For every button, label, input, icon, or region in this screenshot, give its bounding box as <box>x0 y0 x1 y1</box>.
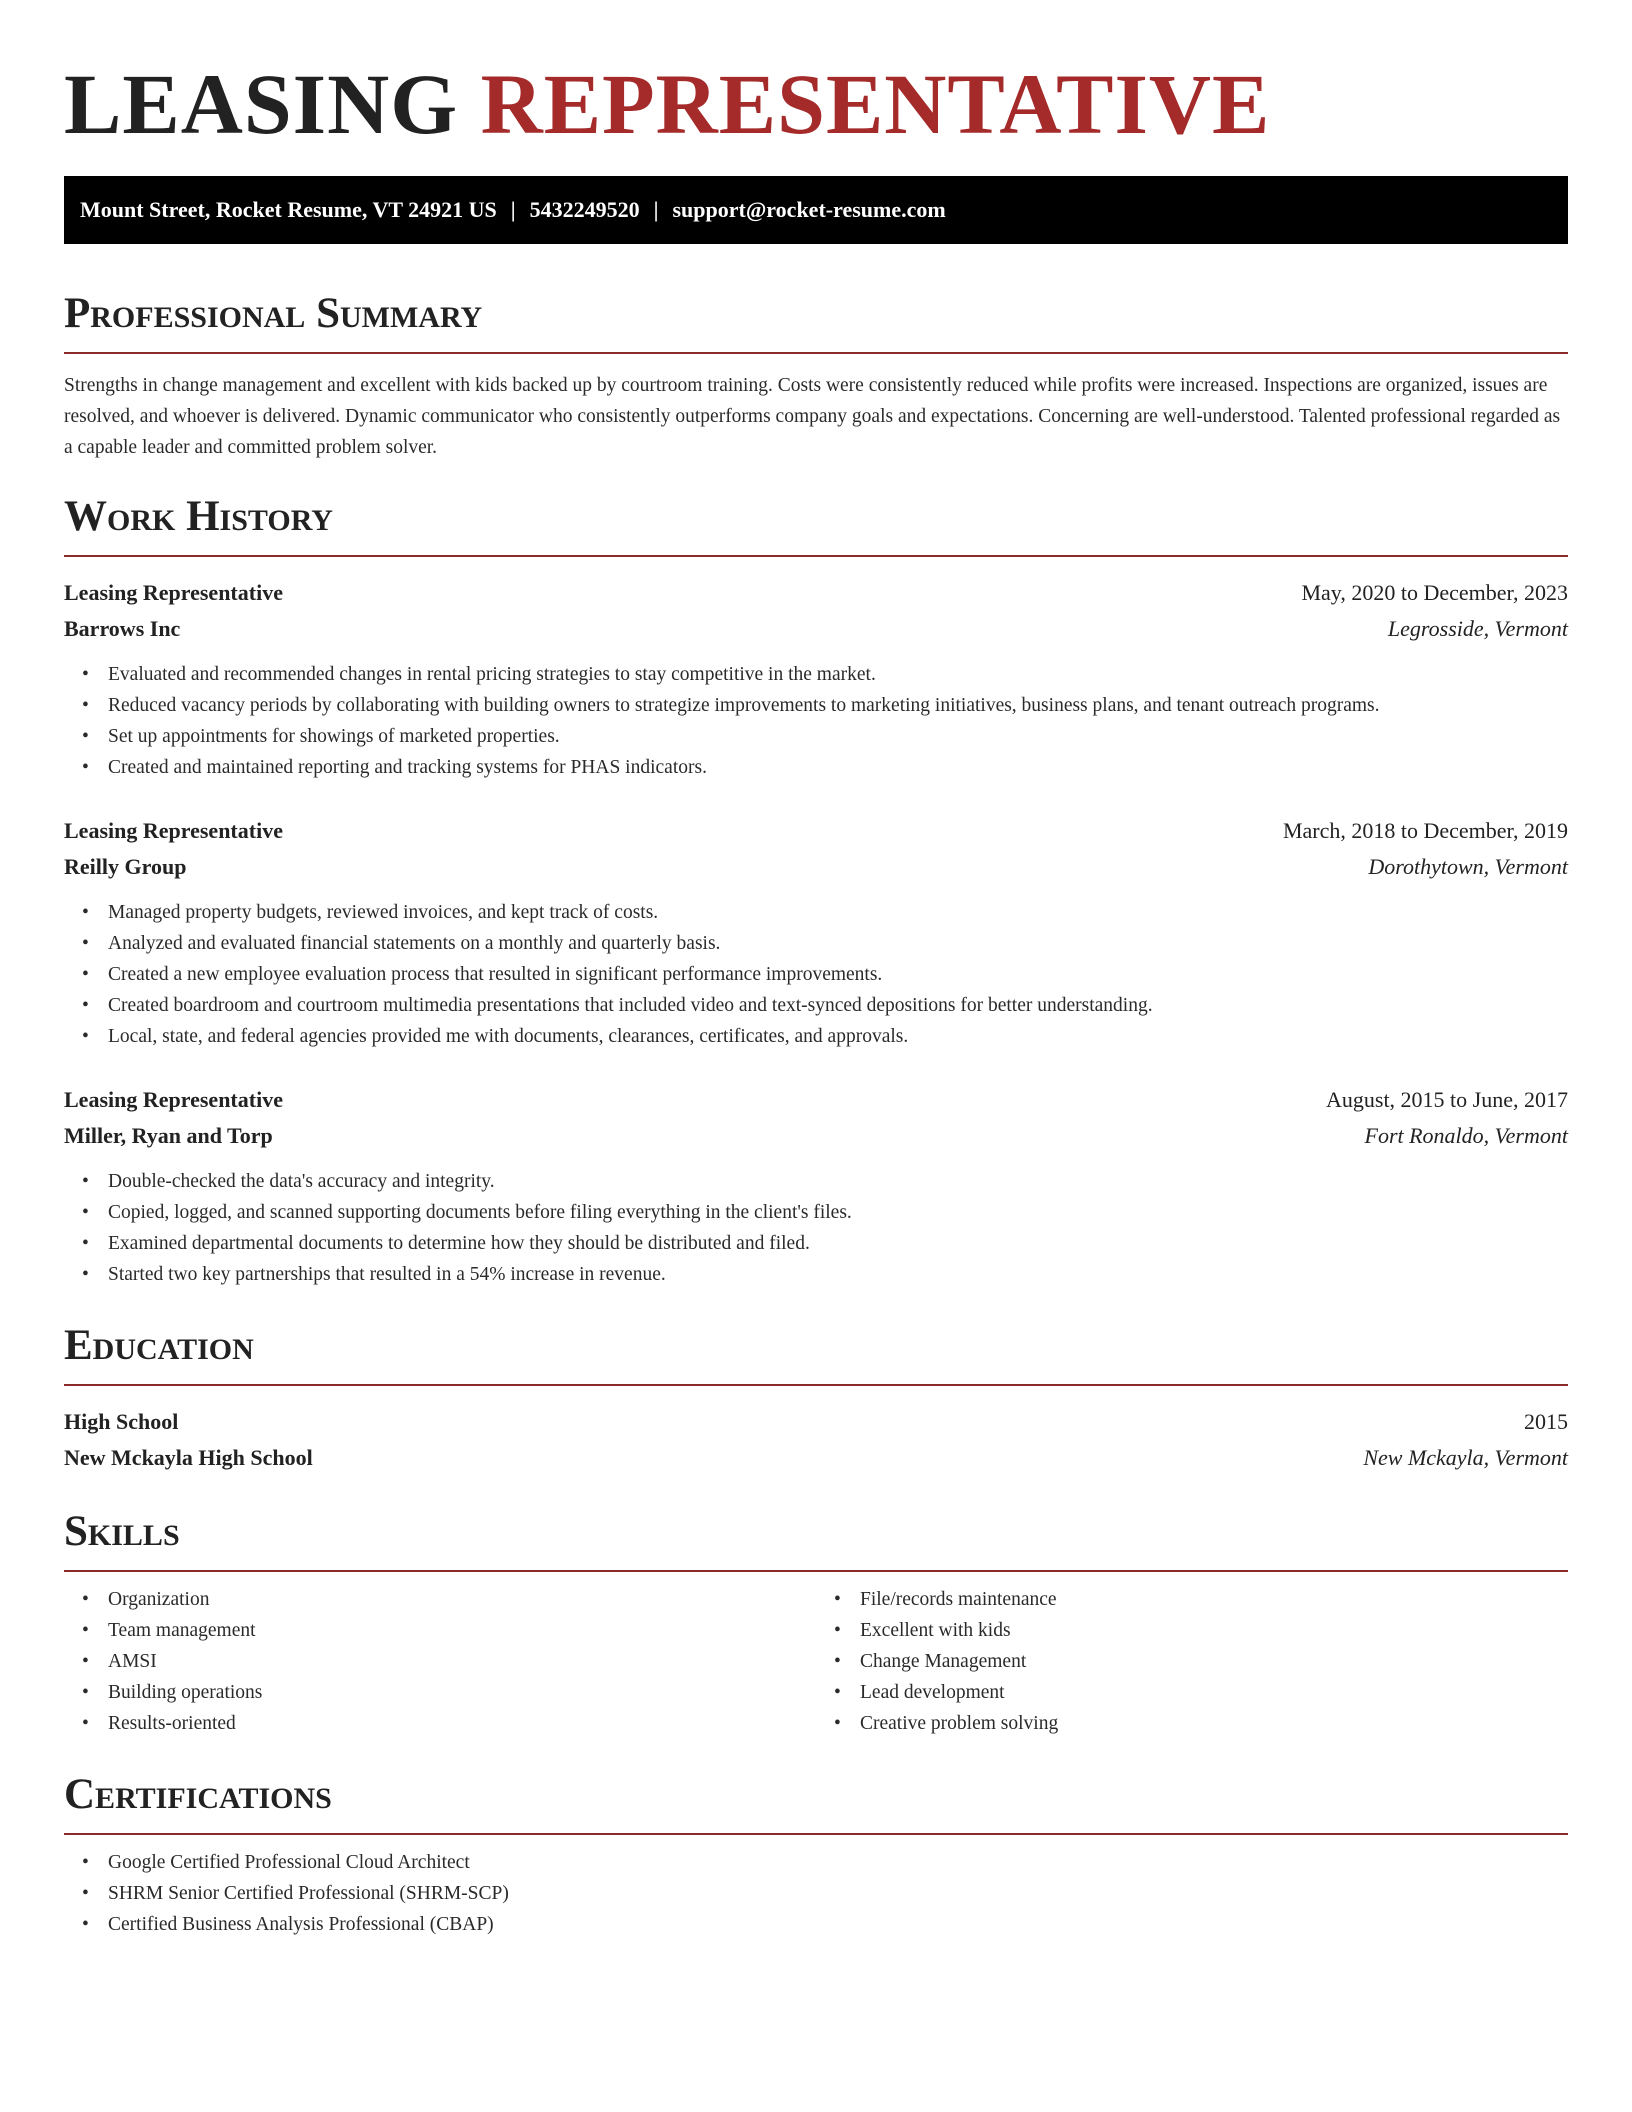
skill-item: • Lead development <box>860 1677 1568 1708</box>
job-bullet: • Managed property budgets, reviewed invoices, and kept track of costs. <box>108 897 1568 928</box>
section-divider <box>64 352 1568 354</box>
job-bullet: • Examined departmental documents to determine how they should be distributed and filed. <box>108 1228 1568 1259</box>
job-bullet: • Created a new employee evaluation process that resulted in significant performance improvements. <box>108 959 1568 990</box>
skills-columns <box>64 1584 1568 1739</box>
section-divider <box>64 1570 1568 1572</box>
job-company: Miller, Ryan and Torp <box>64 1123 273 1148</box>
education-section <box>64 1318 1568 1476</box>
section-divider <box>64 1833 1568 1835</box>
job-dates: March, 2018 to December, 2019 <box>1282 818 1568 843</box>
certification-item: • SHRM Senior Certified Professional (SHRM-SCP) <box>108 1878 1568 1909</box>
education-location: New Mckayla, Vermont <box>1363 1445 1568 1470</box>
skill-item: • Creative problem solving <box>860 1708 1568 1739</box>
job-role: Leasing Representative <box>64 1087 283 1112</box>
name-last: REPRESENTATIVE <box>480 56 1271 152</box>
skill-item: • File/records maintenance <box>860 1584 1568 1615</box>
job-entry <box>64 813 1568 1052</box>
job-company: Reilly Group <box>64 854 187 879</box>
job-location: Dorothytown, Vermont <box>1368 854 1568 879</box>
job-company: Barrows Inc <box>64 616 181 641</box>
certifications-section <box>64 1767 1568 1940</box>
section-title-summary: Professional Summary <box>64 290 483 337</box>
job-entry <box>64 575 1568 783</box>
contact-bar <box>64 176 1568 244</box>
job-bullet: • Created and maintained reporting and tracking systems for PHAS indicators. <box>108 752 1568 783</box>
certifications-list <box>64 1847 1568 1940</box>
job-bullet: • Analyzed and evaluated financial statements on a monthly and quarterly basis. <box>108 928 1568 959</box>
job-bullet: • Double-checked the data's accuracy and integrity. <box>108 1166 1568 1197</box>
contact-phone: 5432249520 <box>529 197 640 222</box>
skill-item: • AMSI <box>108 1646 816 1677</box>
job-dates: May, 2020 to December, 2023 <box>1301 580 1568 605</box>
certification-item: • Certified Business Analysis Professional (CBAP) <box>108 1909 1568 1940</box>
summary-text: Strengths in change management and excellent with kids backed up by courtroom training. Costs were consistently reduced while profits were increased. Inspections are organized, issues are resolved, and whoever is delivered. Dynamic communicator who consistently outperforms company goals and expectations. Concerning are well-understood. Talented professional regarded as a capable leader and committed problem solver. <box>64 375 1561 458</box>
job-bullets <box>64 1166 1568 1290</box>
education-entry <box>64 1404 1568 1476</box>
job-role: Leasing Representative <box>64 580 283 605</box>
education-degree: High School <box>64 1409 179 1434</box>
job-bullet: • Copied, logged, and scanned supporting documents before filing everything in the client's files. <box>108 1197 1568 1228</box>
section-title-work-history: Work History <box>64 493 333 540</box>
contact-email: support@rocket-resume.com <box>672 197 946 222</box>
section-title-certifications: Certifications <box>64 1771 332 1818</box>
job-bullet: • Reduced vacancy periods by collaborating with building owners to strategize improvements to marketing initiatives, business plans, and tenant outreach programs. <box>108 690 1568 721</box>
section-title-education: Education <box>64 1322 254 1369</box>
job-bullet: • Created boardroom and courtroom multimedia presentations that included video and text-synced depositions for better understanding. <box>108 990 1568 1021</box>
job-bullets <box>64 897 1568 1052</box>
section-title-skills: Skills <box>64 1508 180 1555</box>
contact-separator: | <box>510 197 516 222</box>
skills-list-left <box>64 1584 816 1739</box>
job-role: Leasing Representative <box>64 818 283 843</box>
skill-item: • Building operations <box>108 1677 816 1708</box>
job-bullets <box>64 659 1568 783</box>
skills-section <box>64 1504 1568 1739</box>
job-location: Legrosside, Vermont <box>1387 616 1568 641</box>
certification-item: • Google Certified Professional Cloud Architect <box>108 1847 1568 1878</box>
skill-item: • Results-oriented <box>108 1708 816 1739</box>
skill-item: • Change Management <box>860 1646 1568 1677</box>
work-history-section <box>64 489 1568 1290</box>
summary-section <box>64 286 1568 463</box>
job-bullet: • Set up appointments for showings of marketed properties. <box>108 721 1568 752</box>
job-bullet: • Local, state, and federal agencies provided me with documents, clearances, certificates, and approvals. <box>108 1021 1568 1052</box>
job-bullet: • Started two key partnerships that resulted in a 54% increase in revenue. <box>108 1259 1568 1290</box>
job-entry <box>64 1082 1568 1290</box>
skills-list-right <box>816 1584 1568 1739</box>
education-school: New Mckayla High School <box>64 1445 313 1470</box>
contact-address: Mount Street, Rocket Resume, VT 24921 US <box>80 197 497 222</box>
section-divider <box>64 1384 1568 1386</box>
skill-item: • Excellent with kids <box>860 1615 1568 1646</box>
job-location: Fort Ronaldo, Vermont <box>1364 1123 1568 1148</box>
skill-item: • Team management <box>108 1615 816 1646</box>
section-divider <box>64 555 1568 557</box>
education-year: 2015 <box>1524 1409 1568 1434</box>
skill-item: • Organization <box>108 1584 816 1615</box>
job-dates: August, 2015 to June, 2017 <box>1326 1087 1568 1112</box>
name-first: LEASING <box>64 56 459 152</box>
resume-name <box>64 0 1568 152</box>
resume-page <box>64 0 1568 1940</box>
job-bullet: • Evaluated and recommended changes in rental pricing strategies to stay competitive in the market. <box>108 659 1568 690</box>
contact-separator: | <box>653 197 659 222</box>
